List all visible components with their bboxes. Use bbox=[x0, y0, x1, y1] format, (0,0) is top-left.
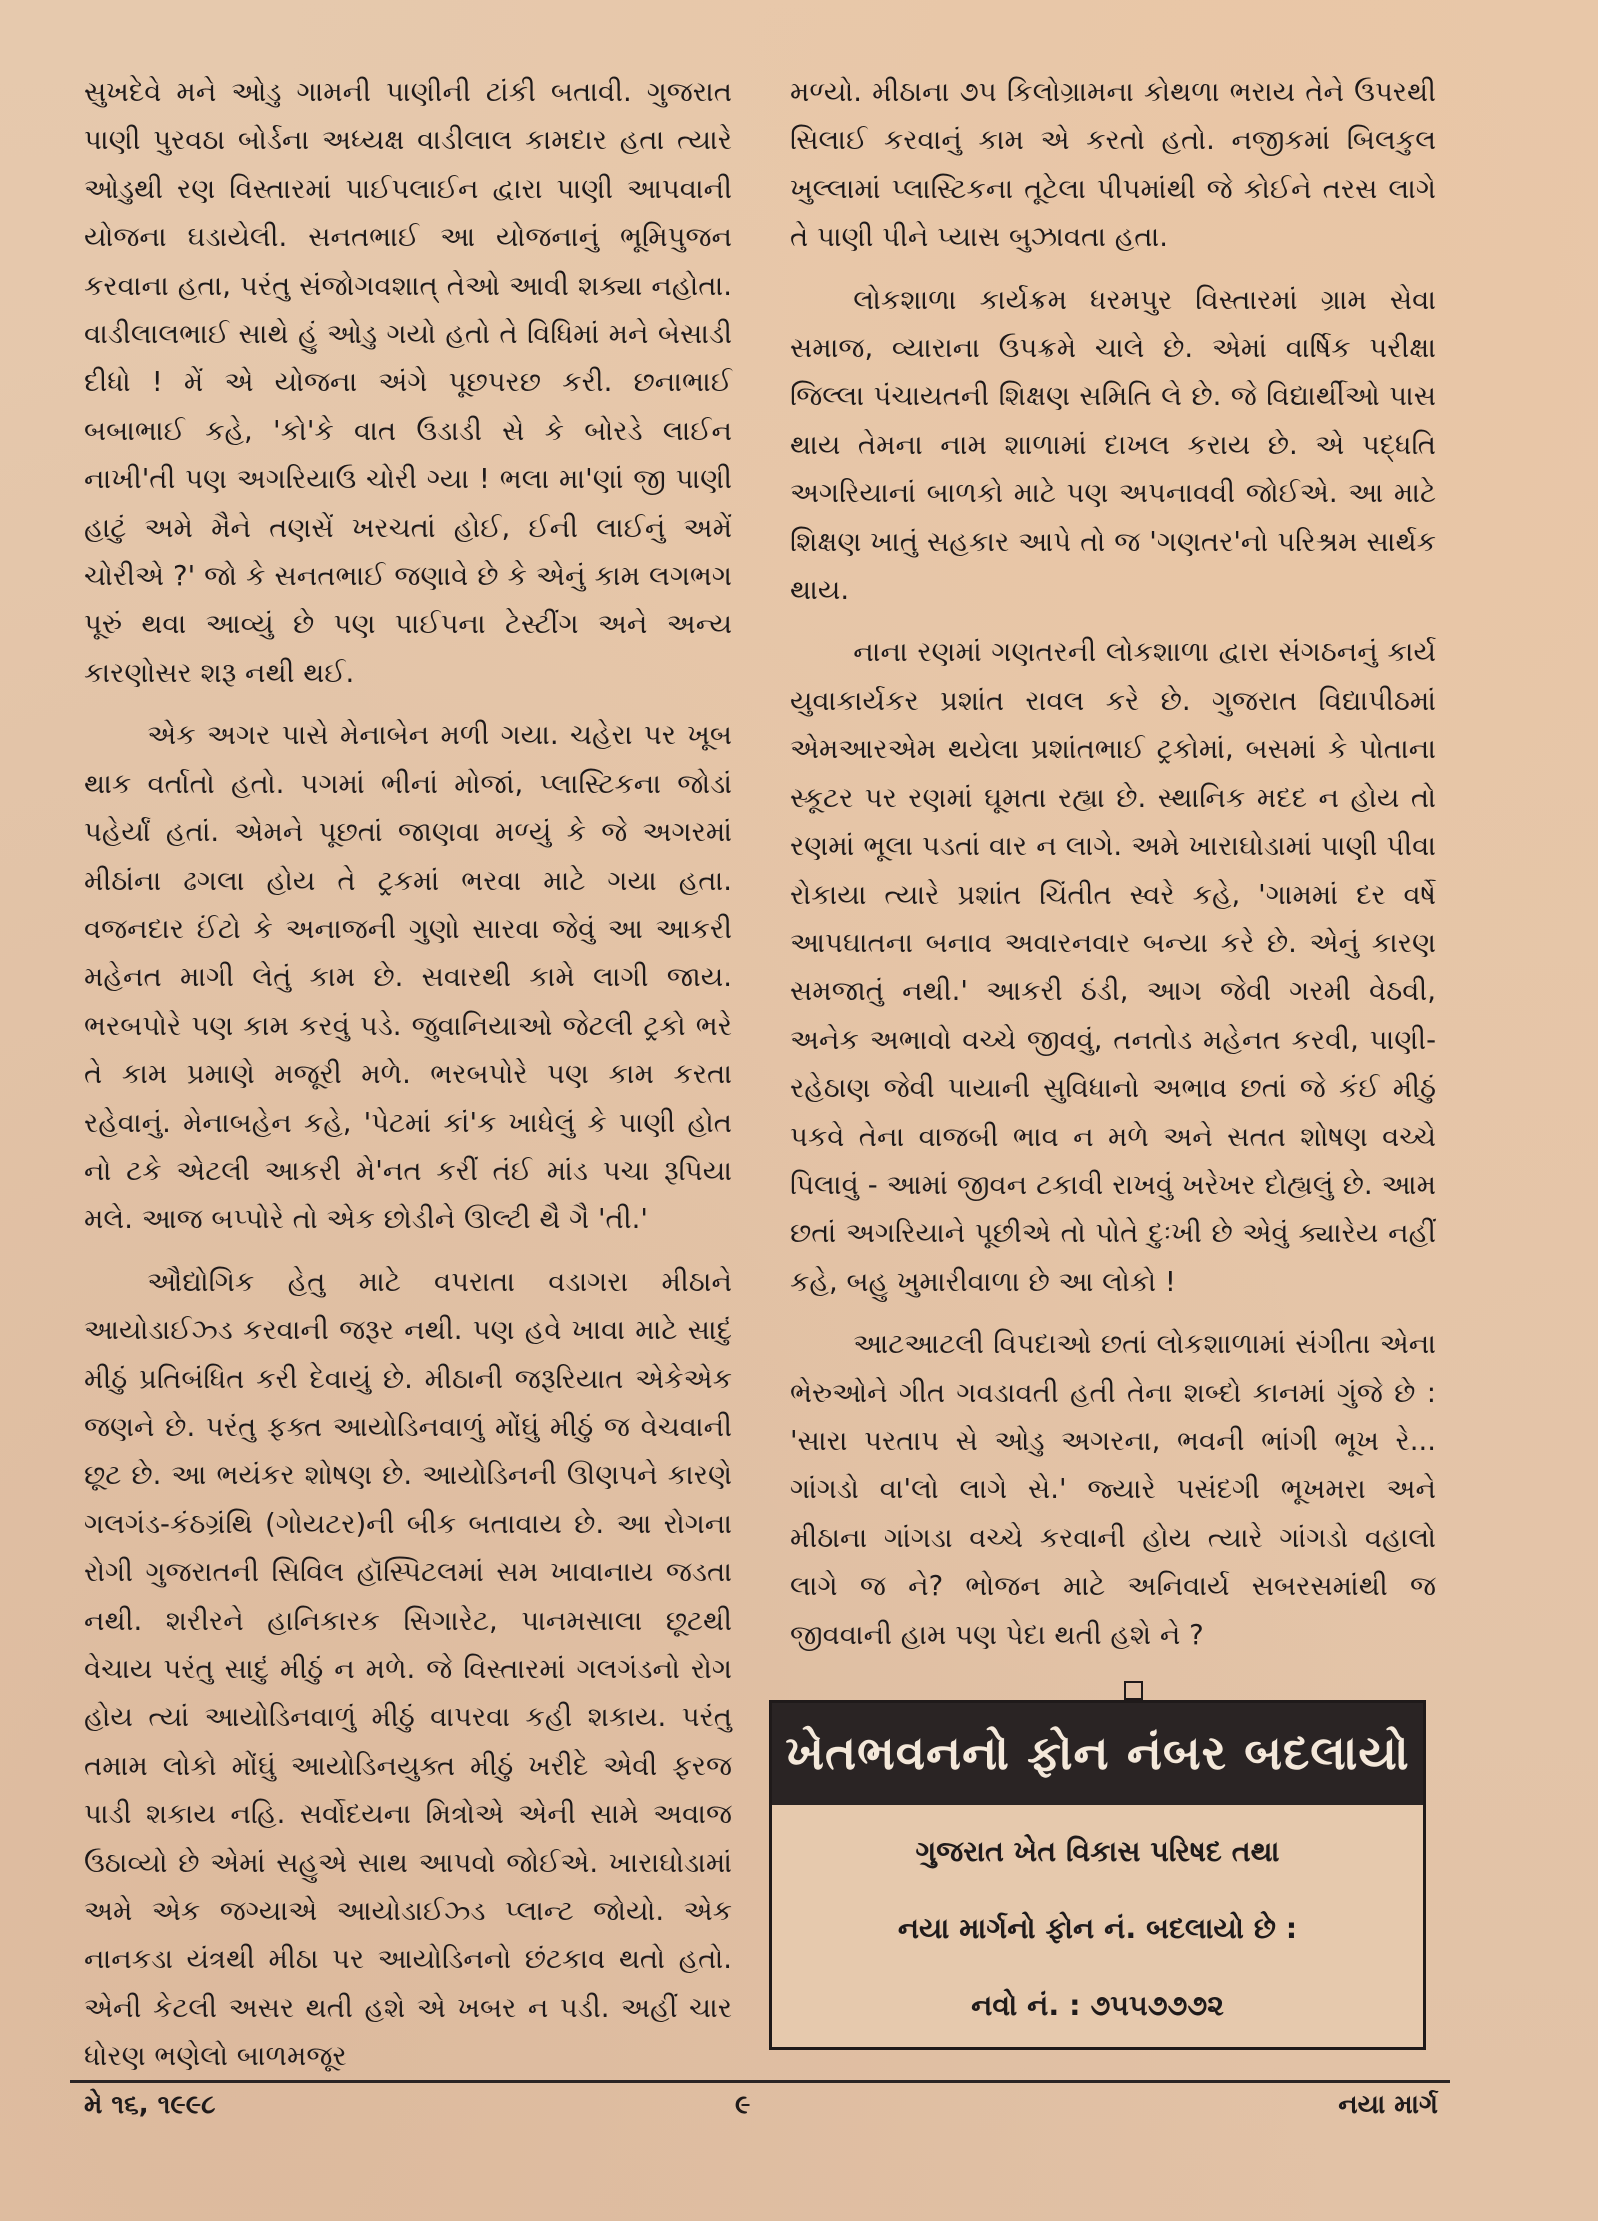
paragraph: મળ્યો. મીઠાના ૭૫ કિલોગ્રામના કોથળા ભરાય તેને ઉપરથી સિલાઈ કરવાનું કામ એ કરતો હતો. નજીકમાં બિલકુલ ખુલ્લામાં પ્લાસ્ટિકના તૂટેલા પીપમાંથી જે કોઈને તરસ લાગે તે પાણી પીને પ્યાસ બુઝાવતા હતા. bbox=[790, 76, 1436, 254]
paragraph: નાના રણમાં ગણતરની લોકશાળા દ્વારા સંગઠનનું કાર્ય યુવાકાર્યકર પ્રશાંત રાવલ કરે છે. ગુજરાત વિદ્યાપીઠમાં એમઆરએમ થયેલા પ્રશાંતભાઈ ટ્રકોમાં, બસમાં કે પોતાના સ્કૂટર પર રણમાં ઘૂમતા રહ્યા છે. સ્થાનિક મદદ ન હોય તો રણમાં ભૂલા પડતાં વાર ન લાગે. અમે ખારાઘોડામાં પાણી પીવા રોકાયા ત્યારે પ્રશાંત ચિંતીત સ્વરે કહે, 'ગામમાં દર વર્ષે આપઘાતના બનાવ અવારનવાર બન્યા કરે છે. એનું કારણ સમજાતું નથી.' આકરી ઠંડી, આગ જેવી ગરમી વેઠવી, અનેક અભાવો વચ્ચે જીવવું, તનતોડ મહેનત કરવી, પાણી-રહેઠાણ જેવી પાયાની સુવિધાનો અભાવ છતાં જે કંઈ મીઠું પકવે તેના વાજબી ભાવ ન મળે અને સતત શોષણ વચ્ચે પિલાવું - આમાં જીવન ટકાવી રાખવું ખરેખર દોહ્યલું છે. આમ છતાં અગરિયાને પૂછીએ તો પોતે દુઃખી છે એવું ક્યારેય નહીં કહે, બહુ ખુમારીવાળા છે આ લોકો ! bbox=[790, 636, 1436, 1298]
notice-heading: ખેતભવનનો ફોન નંબર બદલાયો bbox=[772, 1703, 1423, 1805]
left-column bbox=[84, 68, 732, 2081]
paragraph: ઔદ્યોગિક હેતુ માટે વપરાતા વડાગરા મીઠાને આયોડાઈઝ્ડ કરવાની જરૂર નથી. પણ હવે ખાવા માટે સાદું મીઠું પ્રતિબંધિત કરી દેવાયું છે. મીઠાની જરૂરિયાત એકેએક જણને છે. પરંતુ ફક્ત આયોડિનવાળું મોંઘું મીઠું જ વેચવાની છૂટ છે. આ ભયંકર શોષણ છે. આયોડિનની ઊણપને કારણે ગલગંડ-કંઠગ્રંથિ (ગોયટર)ની બીક બતાવાય છે. આ રોગના રોગી ગુજરાતની સિવિલ હૉસ્પિટલમાં સમ ખાવાનાય જડતા નથી. શરીરને હાનિકારક સિગારેટ, પાનમસાલા છૂટથી વેચાય પરંતુ સાદું મીઠું ન મળે. જે વિસ્તારમાં ગલગંડનો રોગ હોય ત્યાં આયોડિનવાળું મીઠું વાપરવા કહી શકાય. પરંતુ તમામ લોકો મોંઘું આયોડિનયુક્ત મીઠું ખરીદે એવી ફરજ પાડી શકાય નહિ. સર્વોદયના મિત્રોએ એની સામે અવાજ ઉઠાવ્યો છે એમાં સહુએ સાથ આપવો જોઈએ. ખારાઘોડામાં અમે એક જગ્યાએ આયોડાઈઝ્ડ પ્લાન્ટ જોયો. એક નાનકડા યંત્રથી મીઠા પર આયોડિનનો છંટકાવ થતો હતો. એની કેટલી અસર થતી હશે એ ખબર ન પડી. અહીં ચાર ધોરણ ભણેલો બાળમજૂર bbox=[84, 1265, 732, 2073]
notice-line: ગુજરાત ખેત વિકાસ પરિષદ તથા bbox=[915, 1835, 1280, 1868]
paragraph: એક અગર પાસે મેનાબેન મળી ગયા. ચહેરા પર ખૂબ થાક વર્તાતો હતો. પગમાં ભીનાં મોજાં, પ્લાસ્ટિકના જોડાં પહેર્યાં હતાં. એમને પૂછતાં જાણવા મળ્યું કે જે અગરમાં મીઠાંના ઢગલા હોય તે ટ્રકમાં ભરવા માટે ગયા હતા. વજનદાર ઈંટો કે અનાજની ગુણો સારવા જેવું આ આકરી મહેનત માગી લેતું કામ છે. સવારથી કામે લાગી જાય. ભરબપોરે પણ કામ કરવું પડે. જુવાનિયાઓ જેટલી ટ્રકો ભરે તે કામ પ્રમાણે મજૂરી મળે. ભરબપોરે પણ કામ કરતા રહેવાનું. મેનાબહેન કહે, 'પેટમાં કાં'ક ખાધેલું કે પાણી હોત નો ટકે એટલી આકરી મે'નત કરીં તંઈ માંડ પચા રૂપિયા મલે. આજ બપ્પોરે તો એક છોડીને ઊલ્ટી થૈ ગૈ 'તી.' bbox=[84, 719, 732, 1236]
page-footer bbox=[0, 2086, 1598, 2130]
footer-divider bbox=[70, 2080, 1450, 2083]
page-number: ૯ bbox=[735, 2090, 751, 2120]
paragraph: સુખદેવે મને ઓડુ ગામની પાણીની ટાંકી બતાવી. ગુજરાત પાણી પુરવઠા બોર્ડના અધ્યક્ષ વાડીલાલ કામદાર હતા ત્યારે ઓડુથી રણ વિસ્તારમાં પાઈપલાઈન દ્વારા પાણી આપવાની યોજના ઘડાયેલી. સનતભાઈ આ યોજનાનું ભૂમિપુજન કરવાના હતા, પરંતુ સંજોગવશાત્ તેઓ આવી શક્યા નહોતા. વાડીલાલભાઈ સાથે હું ઓડુ ગયો હતો તે વિધિમાં મને બેસાડી દીધો ! મેં એ યોજના અંગે પૂછપરછ કરી. છનાભાઈ બબાભાઈ કહે, 'કો'કે વાત ઉડાડી સે કે બોરડે લાઈન નાખી'તી પણ અગરિયાઉ ચોરી ગ્યા ! ભલા મા'ણાં જી પાણી હાટું અમે મૈને તણસેં ખરચતાં હોઈ, ઈની લાઈનું અમેં ચોરીએ ?' જો કે સનતભાઈ જણાવે છે કે એનું કામ લગભગ પૂરું થવા આવ્યું છે પણ પાઈપના ટેસ્ટીંગ અને અન્ય કારણોસર શરૂ નથી થઈ. bbox=[84, 76, 732, 689]
end-of-article-square-icon bbox=[1124, 1681, 1143, 1700]
magazine-name: નયા માર્ગ bbox=[1338, 2090, 1438, 2120]
paragraph: આટઆટલી વિપદાઓ છતાં લોકશાળામાં સંગીતા એના ભેરુઓને ગીત ગવડાવતી હતી તેના શબ્દો કાનમાં ગુંજે છે : 'સારા પરતાપ સે ઓડુ અગરના, ભવની ભાંગી ભૂખ રે... ગાંગડો વા'લો લાગે સે.' જ્યારે પસંદગી ભૂખમરા અને મીઠાના ગાંગડા વચ્ચે કરવાની હોય ત્યારે ગાંગડો વહાલો લાગે જ ને? ભોજન માટે અનિવાર્ય સબરસમાંથી જ જીવવાની હામ પણ પેદા થતી હશે ને ? bbox=[790, 1328, 1436, 1651]
notice-line: નયા માર્ગનો ફોન નં. બદલાયો છે : bbox=[897, 1912, 1298, 1945]
phone-change-notice-box bbox=[769, 1700, 1426, 2050]
right-column bbox=[790, 68, 1436, 1700]
notice-phone-number: નવો નં. : ૭૫૫૭૭૭૨ bbox=[971, 1989, 1224, 2022]
issue-date: મે ૧૬, ૧૯૯૮ bbox=[84, 2090, 216, 2120]
paragraph: લોકશાળા કાર્યક્રમ ધરમપુર વિસ્તારમાં ગ્રામ સેવા સમાજ, વ્યારાના ઉપક્રમે ચાલે છે. એમાં વાર્ષિક પરીક્ષા જિલ્લા પંચાયતની શિક્ષણ સમિતિ લે છે. જે વિદ્યાર્થીઓ પાસ થાય તેમના નામ શાળામાં દાખલ કરાય છે. એ પદ્ધતિ અગરિયાનાં બાળકો માટે પણ અપનાવવી જોઈએ. આ માટે શિક્ષણ ખાતું સહકાર આપે તો જ 'ગણતર'નો પરિશ્રમ સાર્થક થાય. bbox=[790, 283, 1436, 607]
notice-body bbox=[772, 1805, 1423, 2044]
